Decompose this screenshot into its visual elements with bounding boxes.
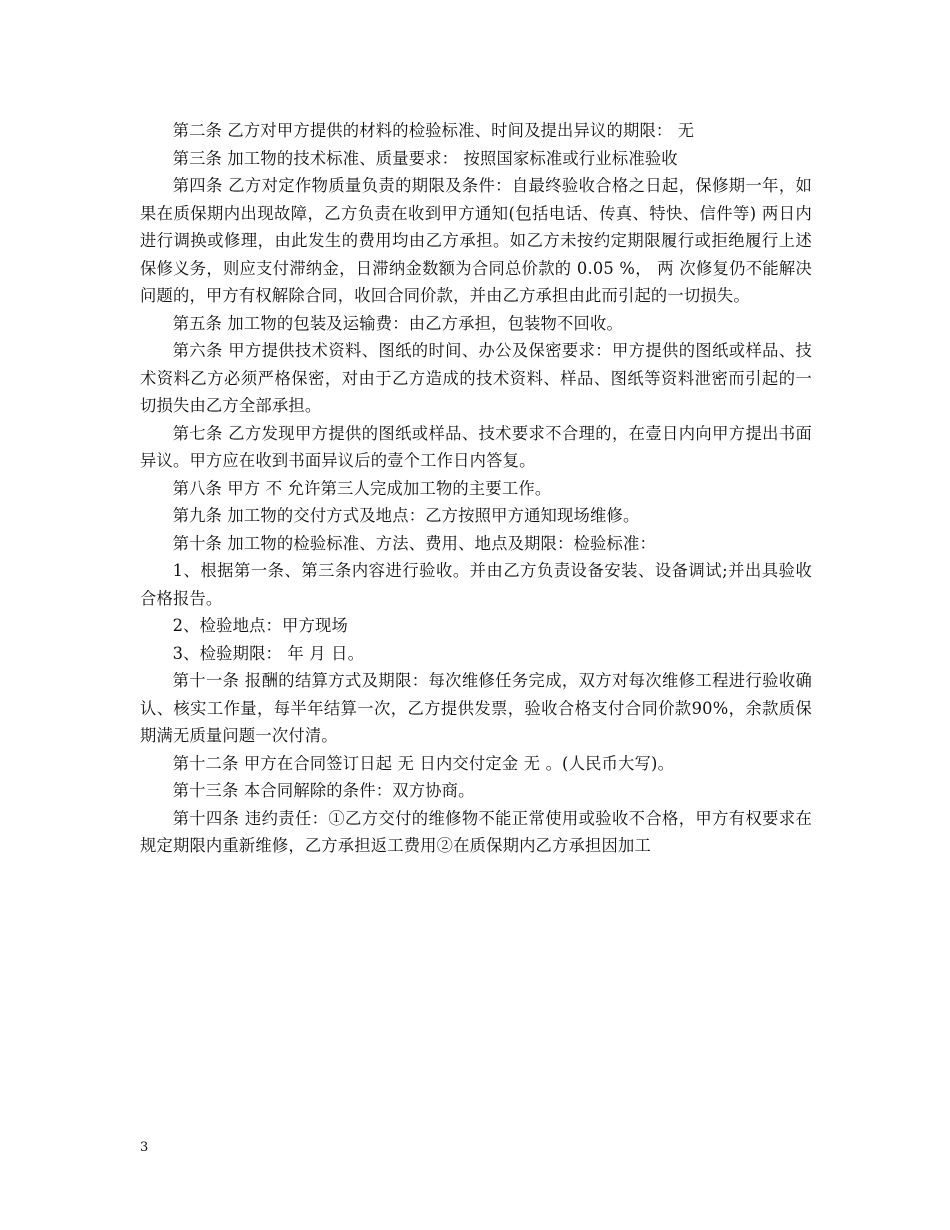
clause-5: 第五条 加工物的包装及运输费：由乙方承担，包装物不回收。 <box>172 313 623 333</box>
clause-10: 第十条 加工物的检验标准、方法、费用、地点及期限：检验标准： <box>172 533 656 553</box>
clause-8: 第八条 甲方 不 允许第三人完成加工物的主要工作。 <box>172 478 552 498</box>
clause-12: 第十二条 甲方在合同签订日起 无 日内交付定金 无 。(人民币大写)。 <box>172 753 675 773</box>
inspection-item-2: 2、检验地点：甲方现场 <box>172 616 348 635</box>
clause-13: 第十三条 本合同解除的条件：双方协商。 <box>172 781 475 800</box>
clause-14: 第十四条 违约责任：①乙方交付的维修物不能正常使用或验收不合格，甲方有权要求在规定期限内重新维修，乙方承担返工费用②在质保期内乙方承担因加工 <box>140 808 812 855</box>
clause-6: 第六条 甲方提供技术资料、图纸的时间、办公及保密要求：甲方提供的图纸或样品、技术资料乙方必须严格保密，对由于乙方造成的技术资料、样品、图纸等资料泄密而引起的一切损失由乙方全部承担。 <box>140 341 812 415</box>
clause-2: 第二条 乙方对甲方提供的材料的检验标准、时间及提出异议的期限： 无 <box>172 121 695 140</box>
inspection-item-1: 1、根据第一条、第三条内容进行验收。并由乙方负责设备安装、设备调试;并出具验收合格报告。 <box>140 561 812 608</box>
clause-9: 第九条 加工物的交付方式及地点：乙方按照甲方通知现场维修。 <box>172 506 640 525</box>
clause-3: 第三条 加工物的技术标准、质量要求： 按照国家标准或行业标准验收 <box>172 148 678 168</box>
inspection-item-3: 3、检验期限： 年 月 日。 <box>172 643 365 663</box>
page-number: 3 <box>140 1140 149 1155</box>
clause-4: 第四条 乙方对定作物质量负责的期限及条件：自最终验收合格之日起，保修期一年，如果在质保期内出现故障，乙方负责在收到甲方通知(包括电话、传真、特快、信件等) 两日内进行调换或修理，由此发生的费用均由乙方承担。如乙方未按约定期限履行或拒绝履行上述保修义务，则应支付滞纳金，日滞纳金数额为合同总价款的 0.05 %， 两 次修复仍不能解决问题的，甲方有权解除合同，收回合同价款，并由乙方承担由此而引起的一切损失。 <box>140 176 812 305</box>
clause-11: 第十一条 报酬的结算方式及期限：每次维修任务完成，双方对每次维修工程进行验收确认、核实工作量，每半年结算一次，乙方提供发票，验收合格支付合同价款90%，余款质保期满无质量问题一次付清。 <box>140 671 812 745</box>
clause-7: 第七条 乙方发现甲方提供的图纸或样品、技术要求不合理的，在壹日内向甲方提出书面异议。甲方应在收到书面异议后的壹个工作日内答复。 <box>140 423 812 470</box>
document-body <box>140 117 812 860</box>
